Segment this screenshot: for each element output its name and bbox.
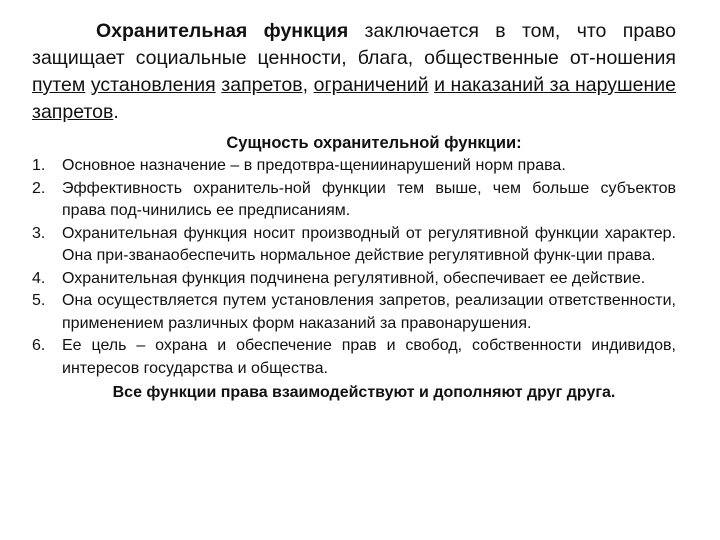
intro-bold-term: Охранительная функция <box>96 20 349 42</box>
list-item-number: 6. <box>32 337 46 354</box>
intro-underlined-3: запретов, <box>221 74 309 96</box>
intro-underlined-2: установления <box>90 74 216 96</box>
function-list <box>32 155 676 380</box>
list-item <box>32 178 676 223</box>
list-item-text: Охранительная функция подчинена регулятивной, обеспечивает ее действие. <box>62 269 646 287</box>
intro-end: . <box>113 101 119 123</box>
closing-statement: Все функции права взаимодействуют и дополняют друг друга. <box>112 384 616 401</box>
list-item-number: 2. <box>32 179 46 197</box>
list-item-number: 3. <box>32 224 46 242</box>
intro-underlined-5: и наказаний за нарушение запретов <box>32 74 677 123</box>
list-item <box>32 268 676 291</box>
list-item-number: 5. <box>32 292 46 309</box>
list-item-text: Она осуществляется путем установления запретов, реализации ответственности, применением различных форм наказаний за правонарушения. <box>62 292 676 332</box>
list-item <box>32 290 676 335</box>
list-item-text: Основное назначение – в предотвра-щениинарушений норм права. <box>62 157 566 174</box>
intro-underlined-1: путем <box>32 74 86 96</box>
list-item-text: Эффективность охранитель-ной функции тем выше, чем больше субъектов права под-чинились ее предписаниям. <box>62 179 676 219</box>
list-item <box>32 223 676 268</box>
intro-underlined-4: ограничений <box>313 74 429 96</box>
intro-text: заключается в том, что право защищает социальные ценности, блага, общественные от-ношения <box>32 20 676 69</box>
list-item <box>32 335 676 380</box>
list-item-number: 1. <box>32 157 46 174</box>
list-item-text: Ее цель – охрана и обеспечение прав и свобод, собственности индивидов, интересов государства и общества. <box>62 337 676 377</box>
list-item <box>32 155 676 178</box>
list-item-text: Охранительная функция носит производный от регулятивной функции характер. Она при-званаобеспечить нормальное действие регулятивной функ-ции права. <box>62 224 676 264</box>
list-item-number: 4. <box>32 269 46 287</box>
section-subtitle: Сущность охранительной функции: <box>226 134 522 152</box>
intro-paragraph <box>32 18 676 126</box>
